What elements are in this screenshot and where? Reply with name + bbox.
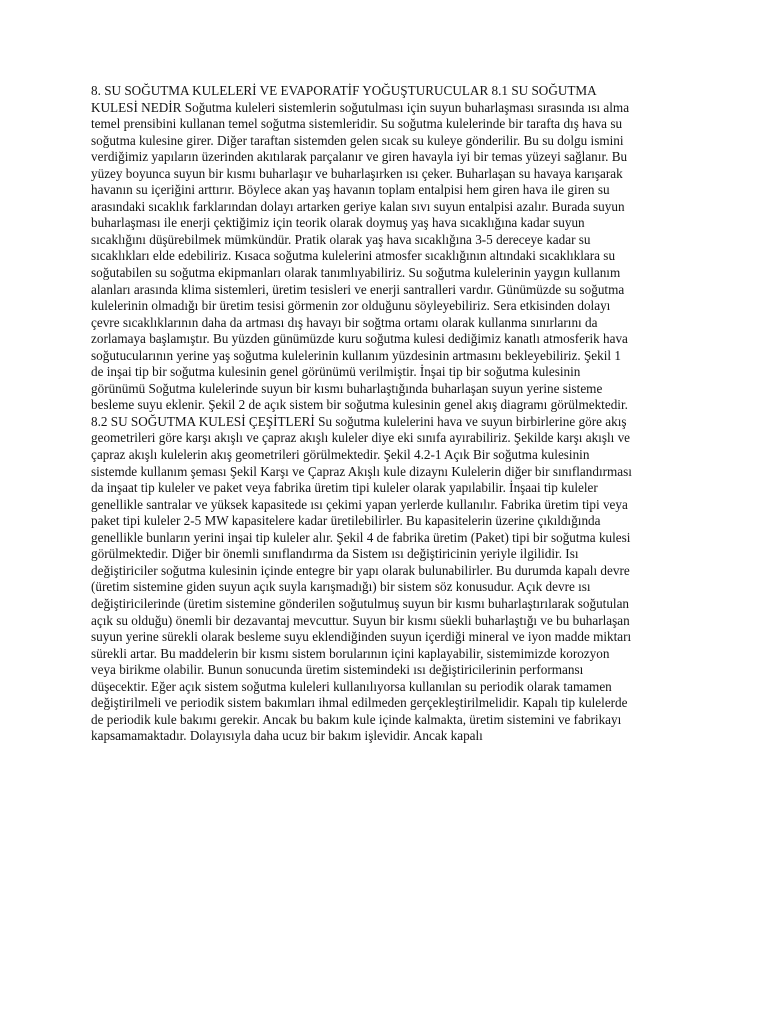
text-line: temel prensibini kullanan temel soğutma sistemleridir. Su soğutma kulelerinde bir tarafta dış hava su [91,116,623,132]
body-text [91,83,686,745]
text-line: kulelerinin olmadığı bir üretim tesisi görmenin zor olduğunu söyleyebiliriz. Sera etkisinden dolayı [91,298,611,314]
text-line: paket tipi kuleler 2-5 MW kapasitelere kadar üretilebilirler. Bu kapasitelerin üzerine çıkıldığında [91,513,601,529]
text-line: arasındaki sıcaklık farklarından dolayı artarken geriye kalan sıvı suyun entalpisi azalır. Burada suyun [91,198,625,214]
text-line: havanın su içeriğini arttırır. Böylece akan yaş havanın toplam entalpisi hem giren hava ile giren su [91,182,610,198]
text-line: verdiğimiz yapıların üzerinden akıtılarak parçalanır ve giren havayla iyi bir temas yüzeyi sağlanır. Bu [91,149,628,165]
text-line: yüzey boyunca suyun bir kısmı buharlaşır ve buharlaşırken ısı çeker. Buharlaşan su havaya karışarak [91,165,623,181]
text-line: değiştiricilerinde (üretim sistemine gönderilen soğutulmuş suyun bir kısmı buharlaştırılarak soğutulan [91,595,630,611]
text-line: düşecektir. Eğer açık sistem soğutma kuleleri kullanılıyorsa kullanılan su periodik olarak tamamen [91,678,612,694]
text-line: buharlaşması ile enerji çektiğimiz için teorik olarak doymuş yaş hava sıcaklığına kadar suyun [91,215,585,231]
text-line: sıcaklığını düşürebilmek mümkündür. Pratik olarak yaş hava sıcaklığına 3-5 dereceye kadar su [91,231,591,247]
text-line: genellikle santralar ve yüksek kapasitede ısı çekimi yapan yerlerde kullanılır. Fabrika üretim tipi veya [91,496,628,512]
text-line: soğutma kulesine girer. Diğer taraftan sistemden gelen sıcak su kuleye gönderilir. Bu su dolgu ismini [91,132,624,148]
text-line: çevre sıcaklıklarının daha da artması dış havayı bir soğtma ortamı olarak kullanma sınırlarını da [91,314,598,330]
text-line: KULESİ NEDİR Soğutma kuleleri sistemlerin soğutulması için suyun buharlaşması sırasında ısı alma [91,99,630,115]
text-line: genellikle bunların yerini inşai tip kuleler alır. Şekil 4 de fabrika üretim (Paket) tipi bir soğutma kulesi [91,529,631,545]
text-line: görülmektedir. Diğer bir önemli sınıflandırma da Sistem ısı değiştiricinin yeriyle ilgilidir. Isı [91,546,579,562]
text-line: (üretim sistemine giden suyun açık suyla karışmadığı) bir sistem söz konusudur. Açık devre ısı [91,579,591,595]
text-line: değiştiriciler soğutma kulesinin içinde entegre bir yapı olarak bulunabilirler. Bu durumda kapalı devre [91,562,630,578]
text-line: alanları arasında klima sistemleri, üretim tesisleri ve enerji santralleri vardır. Günümüzde su soğutma [91,281,625,297]
text-line: sürekli artar. Bu maddelerin bir kısmı sistem borularının içini kaplayabilir, sistemimizde korozyon [91,645,610,661]
text-line: soğutucularının yerine yaş soğutma kulelerinin kullanım yüzdesinin artmasını bekleyebiliriz. Şekil 1 [91,347,621,363]
text-line: zorlamaya başlamıştır. Bu yüzden günümüzde kuru soğutma kulesi dediğimiz kanatlı atmosferik hava [91,331,628,347]
text-line: kapsamamaktadır. Dolayısıyla daha ucuz bir bakım işlevidir. Ancak kapalı [91,728,483,744]
text-line: da inşaat tip kuleler ve paket veya fabrika üretim tipi kuleler olarak yapılabilir. İnşaai tip kuleler [91,480,598,496]
text-line: besleme suyu eklenir. Şekil 2 de açık sistem bir soğutma kulesinin genel akış diagramı görülmektedir. [91,397,628,413]
text-line: 8. SU SOĞUTMA KULELERİ VE EVAPORATİF YOĞUŞTURUCULAR 8.1 SU SOĞUTMA [91,83,597,98]
text-line: soğutabilen su soğutma ekipmanları olarak tanımlıyabiliriz. Su soğutma kulelerinin yaygın kullanım [91,265,621,281]
text-line: 8.2 SU SOĞUTMA KULESİ ÇEŞİTLERİ Su soğutma kulelerini hava ve suyun birbirlerine göre akış [91,413,627,429]
text-line: sıcaklıkları elde edebiliriz. Kısaca soğutma kulelerini atmosfer sıcaklığının altındaki sıcaklıklara su [91,248,616,264]
text-line: suyun yerine sürekli olarak besleme suyu eklendiğinden suyun içerdiği mineral ve iyon madde miktarı [91,629,632,645]
text-line: görünümü Soğutma kulelerinde suyun bir kısmı buharlaştığında buharlaşan suyun yerine sisteme [91,380,603,396]
text-line: de inşai tip bir soğutma kulesinin genel görünümü verilmiştir. İnşai tip bir soğutma kulesinin [91,364,581,380]
text-line: geometrileri göre karşı akışlı ve çapraz akışlı kuleler diye eki sınıfa ayırabiliriz. Şekilde karşı akışlı ve [91,430,631,446]
text-line: veya birikme olabilir. Bunun sonucunda üretim sistemindeki ısı değiştiricilerinin performansı [91,662,584,678]
text-line: açık su olduğu) önemli bir dezavantaj mevcuttur. Suyun bir kısmı süekli buharlaştığı ve bu buharlaşan [91,612,630,628]
text-line: değiştirilmeli ve periodik sistem bakımları ihmal edilmeden gerçekleştirilmelidir. Kapalı tip kulelerde [91,695,628,711]
text-line: sistemde kullanım şeması Şekil Karşı ve Çapraz Akışlı kule dizaynı Kulelerin diğer bir sınıflandırması [91,463,632,479]
text-line: de periodik kule bakımı gerekir. Ancak bu bakım kule içinde kalmakta, üretim sistemini ve fabrikayı [91,711,622,727]
text-line: çapraz akışlı kulelerin akış geometrileri görülmektedir. Şekil 4.2-1 Açık Bir soğutma kulesinin [91,447,590,463]
